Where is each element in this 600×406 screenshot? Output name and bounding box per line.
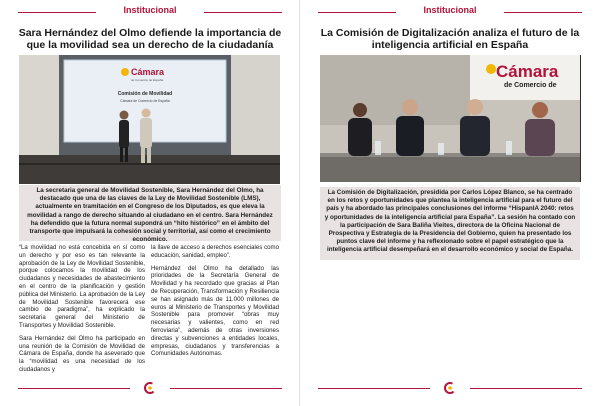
article-headline: Sara Hernández del Olmo defiende la importancia de que la movilidad sea un derecho de la ciudadanía xyxy=(18,27,282,51)
footer-rule-right xyxy=(170,388,282,389)
meeting-table xyxy=(320,155,580,182)
screen-logo: Cámara xyxy=(131,67,165,77)
photo-svg xyxy=(19,55,280,184)
camara-c-logo-icon xyxy=(444,382,456,394)
section-header xyxy=(318,6,582,18)
article-column-2 xyxy=(151,244,279,363)
footer-rule-right xyxy=(470,388,582,389)
paragraph: la llave de acceso a derechos esenciales como educación, sanidad, empleo”. xyxy=(151,244,279,259)
section-label: Institucional xyxy=(123,5,177,15)
photo-caption: La Comisión de Digitalización, presidida por Carlos López Blanco, se ha centrado en los retos y oportunidades que plantea la inteligencia artificial para el futuro del país y ha abordado las principales conclusiones del informe “HispanIA 2040: retos y oportunidades de la inteligencia artificial para España”. La sesión ha contado con la participación de Sara Baliña Vieites, directora de la Oficina Nacional de Prospectiva y Estrategia de la Presidencia del Gobierno, quien ha presentado los puntos clave del informe y ha reflexionado sobre el papel estratégico que la inteligencia artificial desempeñará en el desarrollo económico y social de España. xyxy=(320,187,580,260)
page-footer xyxy=(18,382,282,394)
camara-c-logo-icon xyxy=(144,382,156,394)
right-page xyxy=(300,0,600,406)
section-header xyxy=(18,6,282,18)
footer-rule-left xyxy=(318,388,430,389)
article-column-1 xyxy=(19,244,145,379)
photo-svg xyxy=(320,55,580,182)
photo-caption: La secretaria general de Movilidad Sostenible, Sara Hernández del Olmo, ha destacado que una de las claves de la Ley de Movilidad Sostenible (LMS), actualmente en tramitación en el Congreso de los Diputados, es que eleva la movilidad a rango de derecho situando al ciudadano en el centro. Sara Hernández ha defendido que la futura normal supondrá un “hito histórico” en el ámbito del transporte que impulsará la cohesión social y territorial, así como el crecimiento económico. xyxy=(19,185,281,241)
paragraph: Sara Hernández del Olmo ha participado en una reunión de la Comisión de Movilidad de Cámara de España, donde ha aseverado que la “movilidad es una necesidad de los ciudadanos y xyxy=(19,334,145,373)
section-rule-right xyxy=(504,12,582,13)
footer-rule-left xyxy=(18,388,130,389)
article-photo xyxy=(320,55,581,182)
article-headline: La Comisión de Digitalización analiza el futuro de la inteligencia artificial en España xyxy=(320,27,580,51)
section-rule-right xyxy=(204,12,282,13)
section-label: Institucional xyxy=(423,5,477,15)
banner-logo-sub: de Comercio de xyxy=(504,82,557,89)
paragraph: “La movilidad no está concebida en sí como un derecho y por eso es tan relevante la aprobación de la Ley de Movilidad Sostenible, porque colocamos la movilidad de los ciudadanos y necesidades de abastecimiento en el centro de la planificación y gestión pública del Ministerio. La aprobación de la Ley de Movilidad Sostenible favorecerá ese cambio de paradigma”, ha explicado la secretaria general del Ministerio de Transportes y Movilidad Sostenible. xyxy=(19,244,145,329)
article-photo xyxy=(19,55,280,184)
screen-logo-sub: de Comercio de España xyxy=(131,78,164,82)
page-footer xyxy=(318,382,582,394)
banner-logo: Cámara xyxy=(496,62,559,81)
paragraph: Hernández del Olmo ha detallado las prioridades de la Secretaría General de Movilidad y ha recordado que gracias al Plan de Recuperación, Transformación y Resiliencia se han asignado más de 11.000 millones de euros al Ministerio de Transportes y Movilidad Sostenible para promover “obras muy necesarias y valientes, como en red ferroviaria”, además de otras inversiones directas y subvenciones a entidades locales, empresas, ciudadanos y transferencias a Comunidades Autónomas. xyxy=(151,264,279,358)
screen-subtitle: Cámara de Comercio de España xyxy=(120,99,170,103)
screen-title: Comisión de Movilidad xyxy=(117,91,173,97)
